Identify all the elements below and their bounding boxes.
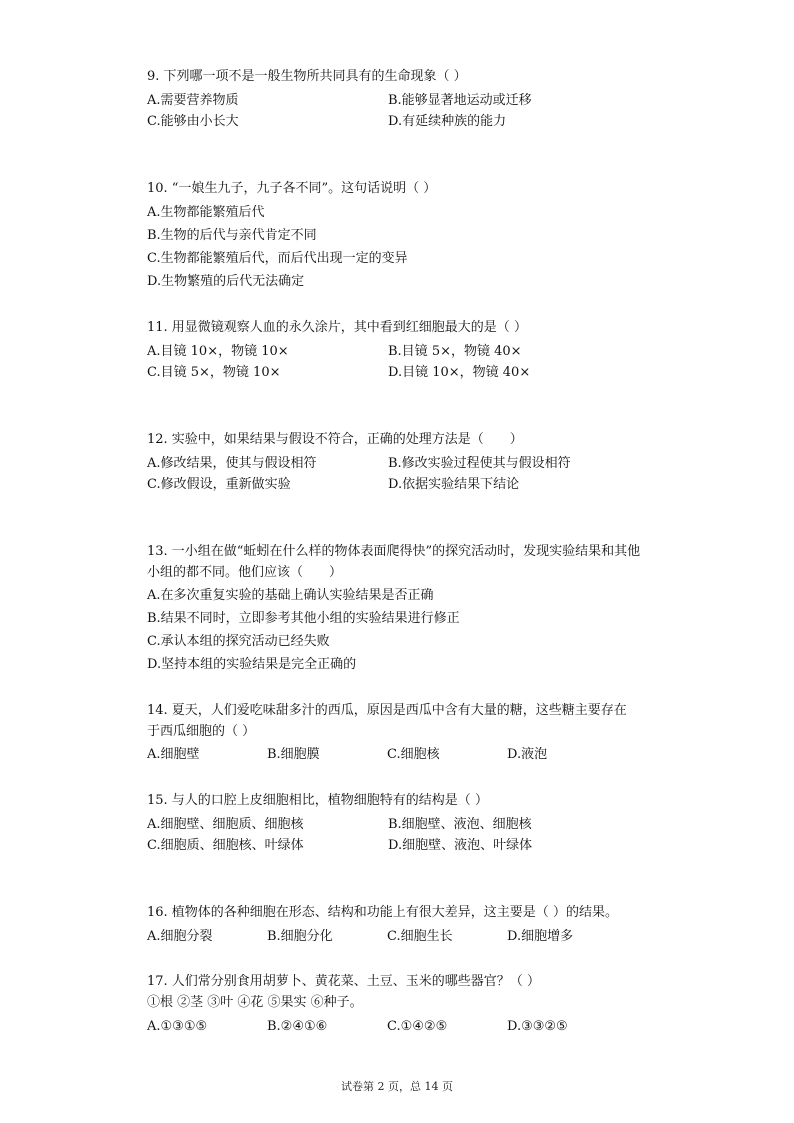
option-d: D.目镜 10×，物镜 40× — [388, 365, 531, 380]
option-b: B.能够显著地运动或迁移 — [388, 93, 532, 108]
option-c: C.承认本组的探究活动已经失败 — [147, 634, 330, 649]
option-c: C.修改假设，重新做实验 — [147, 477, 291, 492]
option-c: C.①④②⑤ — [387, 1019, 448, 1034]
question-stem: 17. 人们常分别食用胡萝卜、黄花菜、土豆、玉米的哪些器官？（ ） — [147, 974, 540, 989]
option-c: C.细胞核 — [387, 747, 440, 762]
question-stem: 11. 用显微镜观察人血的永久涂片，其中看到红细胞最大的是（ ） — [147, 320, 527, 335]
option-d: D.③③②⑤ — [507, 1019, 568, 1034]
page-footer: 试卷第 2 页，总 14 页 — [341, 1080, 453, 1093]
option-b: B.细胞分化 — [267, 929, 333, 944]
option-a: A.细胞壁 — [147, 747, 200, 762]
question-stem: 16. 植物体的各种细胞在形态、结构和功能上有很大差异，这主要是（ ）的结果。 — [147, 905, 618, 920]
question-stem-cont: ①根 ②茎 ③叶 ④花 ⑤果实 ⑥种子。 — [147, 995, 363, 1010]
option-a: A.修改结果，使其与假设相符 — [147, 456, 317, 471]
question-stem: 14. 夏天，人们爱吃味甜多汁的西瓜，原因是西瓜中含有大量的糖，这些糖主要存在 — [147, 703, 627, 718]
question-stem: 9. 下列哪一项不是一般生物所共同具有的生命现象（ ） — [147, 69, 467, 84]
option-d: D.细胞增多 — [507, 929, 574, 944]
question-stem-cont: 于西瓜细胞的（ ） — [147, 724, 256, 739]
option-a: A.在多次重复实验的基础上确认实验结果是否正确 — [147, 588, 434, 603]
option-b: B.②④①⑥ — [267, 1019, 328, 1034]
option-b: B.细胞膜 — [267, 747, 320, 762]
option-b: B.目镜 5×，物镜 40× — [388, 344, 522, 359]
option-a: A.需要营养物质 — [147, 93, 239, 108]
option-d: D.有延续种族的能力 — [388, 114, 507, 129]
option-c: C.生物都能繁殖后代，而后代出现一定的变异 — [147, 251, 408, 266]
option-c: C.目镜 5×，物镜 10× — [147, 365, 281, 380]
option-b: B.修改实验过程使其与假设相符 — [388, 456, 571, 471]
option-d: D.细胞壁、液泡、叶绿体 — [388, 838, 533, 853]
question-stem: 10. “一娘生九子，九子各不同”。这句话说明（ ） — [147, 181, 437, 196]
option-d: D.液泡 — [507, 747, 548, 762]
option-d: D.依据实验结果下结论 — [388, 477, 520, 492]
option-a: A.细胞分裂 — [147, 929, 213, 944]
question-stem-cont: 小组的都不同。他们应该（ ） — [147, 565, 343, 580]
option-c: C.能够由小长大 — [147, 114, 239, 129]
option-a: A.生物都能繁殖后代 — [147, 205, 265, 220]
option-a: A.①③①⑤ — [147, 1019, 208, 1034]
option-b: B.结果不同时，立即参考其他小组的实验结果进行修正 — [147, 611, 460, 626]
option-c: C.细胞质、细胞核、叶绿体 — [147, 838, 304, 853]
option-a: A.目镜 10×，物镜 10× — [147, 344, 289, 359]
option-b: B.生物的后代与亲代肯定不同 — [147, 228, 317, 243]
option-d: D.坚持本组的实验结果是完全正确的 — [147, 657, 357, 672]
option-c: C.细胞生长 — [387, 929, 453, 944]
question-stem: 13. 一小组在做“蚯蚓在什么样的物体表面爬得快”的探究活动时，发现实验结果和其他 — [147, 544, 641, 559]
option-b: B.细胞壁、液泡、细胞核 — [388, 817, 532, 832]
option-a: A.细胞壁、细胞质、细胞核 — [147, 817, 304, 832]
option-d: D.生物繁殖的后代无法确定 — [147, 274, 305, 289]
question-stem: 15. 与人的口腔上皮细胞相比，植物细胞特有的结构是（ ） — [147, 793, 488, 808]
question-stem: 12. 实验中，如果结果与假设不符合，正确的处理方法是（ ） — [147, 432, 523, 447]
